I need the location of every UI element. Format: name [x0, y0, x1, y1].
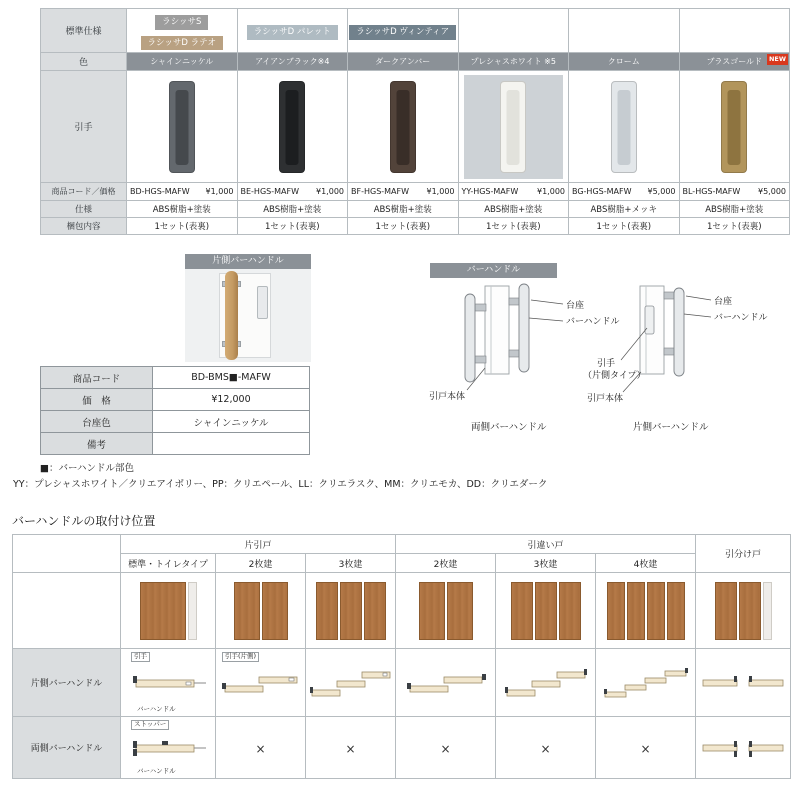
- label-door-right: 引戸本体: [587, 394, 624, 404]
- gray-backdrop: [464, 75, 563, 179]
- package-cell: 1セット(表裏): [679, 218, 790, 235]
- label-bar-right: バーハンドル: [714, 313, 768, 323]
- color-name: クローム: [569, 53, 680, 71]
- flush-pull-image: [169, 81, 195, 173]
- bar-handle-info-table: [40, 366, 310, 455]
- cross-cell: ×: [396, 717, 496, 779]
- product-code: BD-HGS-MAFW: [130, 187, 190, 196]
- series-chip-palette: ラシッサD パレット: [247, 25, 338, 40]
- material-cell: ABS樹脂+塗装: [458, 201, 569, 218]
- info-label: 備考: [41, 433, 153, 455]
- label-hikite-oneside: 引手(片側): [222, 652, 259, 662]
- one-side-row: [13, 649, 791, 717]
- info-label: 商品コード: [41, 367, 153, 389]
- column-header-row: [13, 554, 791, 573]
- handle-cell: [569, 71, 680, 183]
- plan-standard: [121, 649, 216, 717]
- package-row: [41, 218, 790, 235]
- price: ¥5,000: [647, 187, 676, 196]
- label-stopper: ストッパー: [131, 720, 169, 730]
- price: ¥1,000: [205, 187, 234, 196]
- plan-3panel: [496, 649, 596, 717]
- group-header-bypass: 引違い戸: [396, 535, 696, 554]
- price: ¥1,000: [537, 187, 565, 196]
- series-chip-vintia: ラシッサD ヴィンティア: [349, 25, 456, 40]
- color-row: [41, 53, 790, 71]
- info-value: ¥12,000: [153, 389, 310, 411]
- info-row: [41, 367, 310, 389]
- recessed-pull-image: [257, 286, 268, 319]
- handle-cell: [348, 71, 459, 183]
- plan-2panel: [216, 649, 306, 717]
- product-code: BL-HGS-MAFW: [682, 187, 741, 196]
- product-code: BE-HGS-MAFW: [240, 187, 299, 196]
- product-spec-table: [40, 8, 790, 235]
- info-row: [41, 411, 310, 433]
- plan-3panel: [306, 649, 396, 717]
- label-door-left: 引戸本体: [429, 392, 466, 402]
- door-image-2panel: [396, 573, 496, 649]
- info-value: [153, 433, 310, 455]
- series-cell-2: [237, 9, 348, 53]
- material-cell: ABS樹脂+メッキ: [569, 201, 680, 218]
- material-cell: ABS樹脂+塗装: [348, 201, 459, 218]
- col-header: 3枚建: [496, 554, 596, 573]
- info-value: BD-BMS■-MAFW: [153, 367, 310, 389]
- package-cell: 1セット(表裏): [127, 218, 238, 235]
- label-daiza-left: 台座: [566, 301, 585, 311]
- flush-pull-image: [279, 81, 305, 173]
- flush-pull-image: [390, 81, 416, 173]
- row-header-package: 梱包内容: [41, 218, 127, 235]
- group-header-single-slide: 片引戸: [121, 535, 396, 554]
- plan-standard-both: [121, 717, 216, 779]
- product-code: BG-HGS-MAFW: [572, 187, 632, 196]
- door-image-4panel: [596, 573, 696, 649]
- new-badge: NEW: [768, 55, 786, 63]
- bar-handle-cylinder: [465, 294, 475, 382]
- plan-4panel: [596, 649, 696, 717]
- package-cell: 1セット(表裏): [458, 218, 569, 235]
- series-cell-4: [458, 9, 569, 53]
- code-price-cell: [237, 183, 348, 201]
- door-image-3panel: [496, 573, 596, 649]
- series-cell-1: [127, 9, 238, 53]
- col-header: 3枚建: [306, 554, 396, 573]
- cross-cell: ×: [306, 717, 396, 779]
- wood-bar-handle-image: [225, 271, 238, 360]
- row-label-both-sides: 両側バーハンドル: [13, 717, 121, 779]
- flush-pull-image: [721, 81, 747, 173]
- handle-image-row: [41, 71, 790, 183]
- product-code: BF-HGS-MAFW: [351, 187, 410, 196]
- bar-handle-diagram: [415, 278, 790, 450]
- code-price-cell: [348, 183, 459, 201]
- row-header-material: 仕様: [41, 201, 127, 218]
- code-price-row: [41, 183, 790, 201]
- both-sides-row: [13, 717, 791, 779]
- row-header-spec: 標準仕様: [41, 9, 127, 53]
- col-header: 4枚建: [596, 554, 696, 573]
- series-cell-6: [679, 9, 790, 53]
- series-cell-5: [569, 9, 680, 53]
- code-price-cell: [679, 183, 790, 201]
- door-image-3panel: [306, 573, 396, 649]
- package-cell: 1セット(表裏): [569, 218, 680, 235]
- label-hikite: 引手: [131, 652, 150, 662]
- label-daiza-right: 台座: [714, 297, 733, 307]
- caption-one-side: 片側バーハンドル: [633, 422, 709, 433]
- col-header: 2枚建: [216, 554, 306, 573]
- cross-cell: ×: [596, 717, 696, 779]
- handle-cell: [237, 71, 348, 183]
- price: ¥5,000: [758, 187, 786, 196]
- label-barhandle: バーハンドル: [137, 705, 176, 714]
- series-chip-lateo: ラシッサD ラテオ: [141, 36, 223, 51]
- plan-2panel: [396, 649, 496, 717]
- material-cell: ABS樹脂+塗装: [127, 201, 238, 218]
- code-price-cell: [458, 183, 569, 201]
- info-value: シャインニッケル: [153, 411, 310, 433]
- recessed-pull: [645, 306, 654, 334]
- note-color-codes: YY：プレシャスホワイト／クリエアイボリー、PP：クリエペール、LL：クリエラスク、MM：クリエモカ、DD：クリエダーク: [13, 479, 548, 490]
- blank-cell: [13, 573, 121, 649]
- material-cell: ABS樹脂+塗装: [237, 201, 348, 218]
- price: ¥1,000: [316, 187, 344, 196]
- door-panel-left: [485, 286, 509, 374]
- handle-cell: [127, 71, 238, 183]
- bar-handle-cylinder: [674, 288, 684, 376]
- bar-handle-cylinder: [519, 284, 529, 372]
- material-row: [41, 201, 790, 218]
- label-bar-left: バーハンドル: [566, 317, 620, 327]
- row-label-one-side: 片側バーハンドル: [13, 649, 121, 717]
- spec-series-row: [41, 9, 790, 53]
- group-header-center-parting: 引分け戸: [696, 535, 791, 573]
- row-header-handle: 引手: [41, 71, 127, 183]
- series-cell-3: [348, 9, 459, 53]
- row-header-code-price: 商品コード／価格: [41, 183, 127, 201]
- code-price-cell: [569, 183, 680, 201]
- package-cell: 1セット(表裏): [237, 218, 348, 235]
- plan-center-parting: [696, 649, 791, 717]
- mount-position-table: [12, 534, 791, 779]
- info-row: [41, 389, 310, 411]
- info-row: [41, 433, 310, 455]
- handle-cell: [679, 71, 790, 183]
- label-hikite-type-1: 引手: [597, 359, 616, 369]
- flush-pull-image: [611, 81, 637, 173]
- info-label: 台座色: [41, 411, 153, 433]
- group-header-row: [13, 535, 791, 554]
- door-image-2panel: [216, 573, 306, 649]
- door-image-center-parting: [696, 573, 791, 649]
- color-name: プレシャスホワイト ※5: [458, 53, 569, 71]
- door-image-standard: [121, 573, 216, 649]
- bar-handle-diagram-title: バーハンドル: [430, 263, 557, 278]
- col-header: 標準・トイレタイプ: [121, 554, 216, 573]
- price: ¥1,000: [426, 187, 455, 196]
- color-name: シャインニッケル: [127, 53, 238, 71]
- door-image-row: [13, 573, 791, 649]
- row-header-color: 色: [41, 53, 127, 71]
- cross-cell: ×: [216, 717, 306, 779]
- plan-center-parting-both: [696, 717, 791, 779]
- package-cell: 1セット(表裏): [348, 218, 459, 235]
- code-price-cell: [127, 183, 238, 201]
- color-name: アイアンブラック※4: [237, 53, 348, 71]
- bar-handle-photo: [185, 269, 311, 362]
- note-bar-handle-color: ■：バーハンドル部色: [40, 463, 135, 474]
- label-barhandle: バーハンドル: [137, 767, 176, 776]
- series-chip-lasissa-s: ラシッサS: [155, 15, 208, 30]
- material-cell: ABS樹脂+塗装: [679, 201, 790, 218]
- product-code: YY-HGS-MAFW: [461, 187, 519, 196]
- color-name: ブラスゴールド NEW: [679, 53, 790, 71]
- caption-both-sides: 両側バーハンドル: [471, 422, 547, 433]
- mount-section-title: バーハンドルの取付け位置: [12, 514, 156, 528]
- label-hikite-type-2: （片側タイプ）: [583, 371, 646, 381]
- color-name: ダークアンバー: [348, 53, 459, 71]
- handle-cell: [458, 71, 569, 183]
- corner-cell: [13, 535, 121, 573]
- info-label: 価 格: [41, 389, 153, 411]
- cross-cell: ×: [496, 717, 596, 779]
- col-header: 2枚建: [396, 554, 496, 573]
- flush-pull-image: [500, 81, 526, 173]
- bar-handle-photo-title: 片側バーハンドル: [185, 254, 311, 269]
